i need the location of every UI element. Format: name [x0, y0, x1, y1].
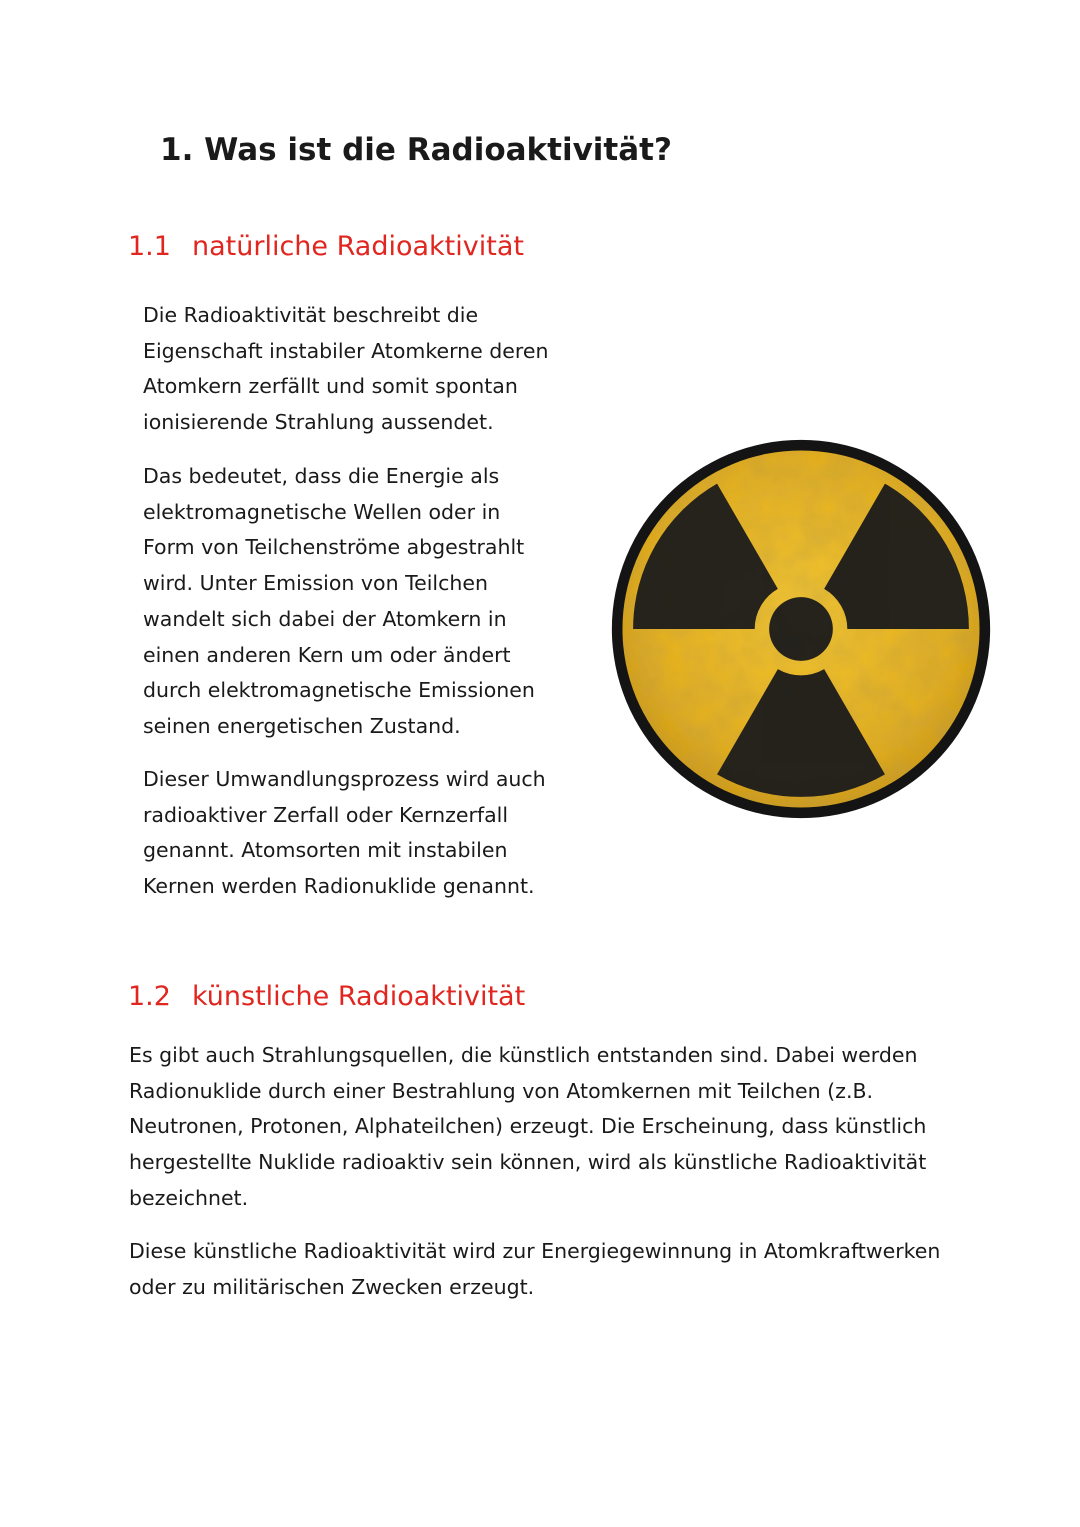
text-line: Atomkern zerfällt und somit spontan	[143, 374, 518, 399]
text-line: oder zu militärischen Zwecken erzeugt.	[129, 1274, 535, 1299]
trefoil-center	[769, 597, 833, 661]
paragraph-decay	[143, 762, 546, 905]
text-line: Die Radioaktivität beschreibt die	[143, 303, 479, 327]
section-number: 1.1	[128, 231, 171, 262]
text-line: hergestellte Nuklide radioaktiv sein können, wird als künstliche Radioaktivität	[129, 1150, 927, 1175]
text-line: seinen energetischen Zustand.	[143, 713, 461, 738]
text-line: durch elektromagnetische Emissionen	[143, 678, 535, 703]
section-title: künstliche Radioaktivität	[192, 981, 526, 1012]
text-line: Dieser Umwandlungsprozess wird auch	[143, 767, 546, 791]
page-title: 1. Was ist die Radioaktivität?	[160, 132, 672, 168]
text-line: Radionuklide durch einer Bestrahlung von Atomkernen mit Teilchen (z.B.	[129, 1078, 874, 1103]
text-line: Das bedeutet, dass die Energie als	[143, 464, 500, 488]
text-line: Neutronen, Protonen, Alphateilchen) erzeugt. Die Erscheinung, dass künstlich	[129, 1114, 927, 1139]
section-number: 1.2	[128, 981, 171, 1012]
radiation-warning-icon	[608, 436, 994, 822]
text-line: elektromagnetische Wellen oder in	[143, 499, 501, 524]
paragraph-artificial-sources	[129, 1038, 926, 1217]
text-line: Eigenschaft instabiler Atomkerne deren	[143, 338, 549, 363]
paragraph-definition	[143, 298, 548, 441]
text-line: wird. Unter Emission von Teilchen	[143, 571, 488, 596]
text-line: Es gibt auch Strahlungsquellen, die künstlich entstanden sind. Dabei werden	[129, 1043, 918, 1067]
section-heading-artificial-radioactivity	[128, 978, 525, 1016]
paragraph-artificial-usage	[129, 1234, 940, 1305]
section-title: natürliche Radioaktivität	[192, 231, 524, 262]
text-line: Diese künstliche Radioaktivität wird zur Energiegewinnung in Atomkraftwerken	[129, 1239, 941, 1263]
section-heading-natural-radioactivity	[128, 228, 524, 266]
text-line: Kernen werden Radionuklide genannt.	[143, 874, 535, 899]
text-line: einen anderen Kern um oder ändert	[143, 642, 511, 667]
text-line: Form von Teilchenströme abgestrahlt	[143, 535, 525, 560]
text-line: wandelt sich dabei der Atomkern in	[143, 606, 507, 631]
text-line: genannt. Atomsorten mit instabilen	[143, 838, 508, 863]
paragraph-energy-emission	[143, 459, 535, 745]
text-line: radioaktiver Zerfall oder Kernzerfall	[143, 802, 509, 827]
text-line: bezeichnet.	[129, 1185, 249, 1210]
text-line: ionisierende Strahlung aussendet.	[143, 410, 494, 435]
